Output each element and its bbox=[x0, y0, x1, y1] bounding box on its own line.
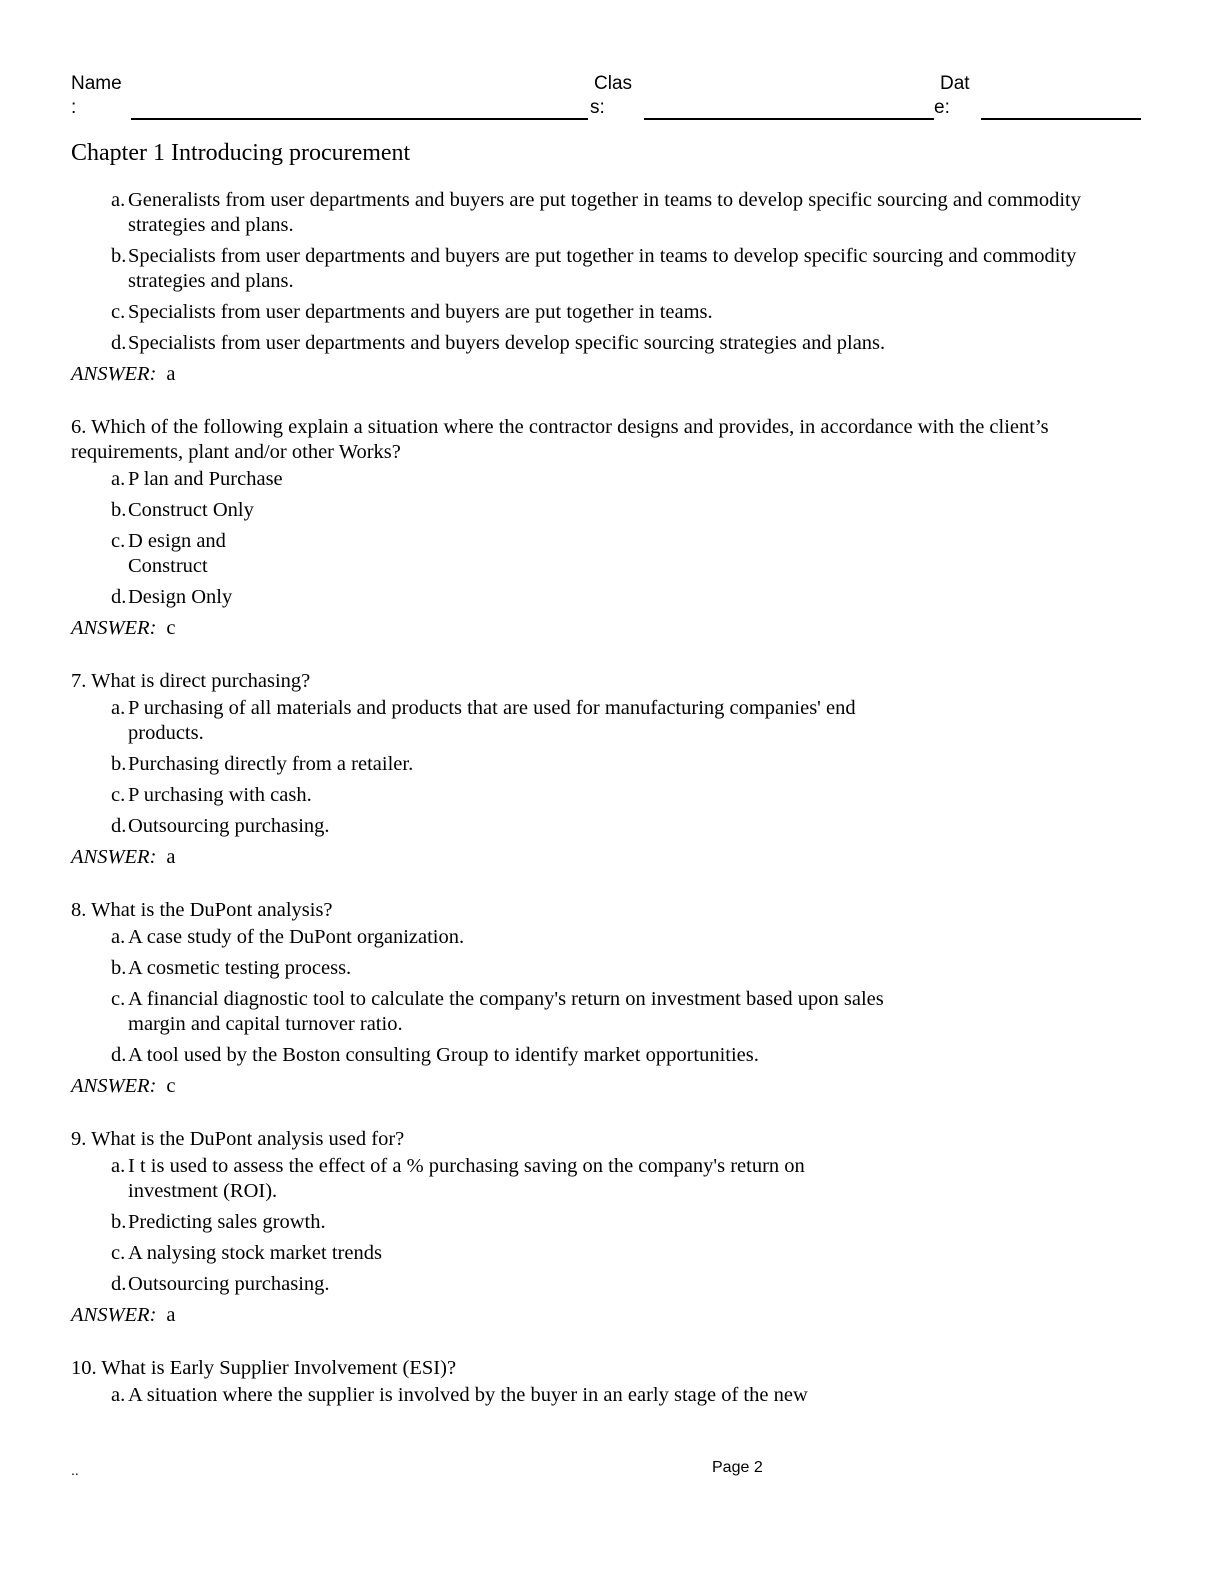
option-d bbox=[71, 331, 1151, 356]
answer-label: ANSWER: bbox=[71, 617, 157, 639]
option-text: Specialists from user departments and buyers develop specific sourcing strategies and plans. bbox=[128, 332, 886, 354]
question-text: 6. Which of the following explain a situation where the contractor designs and provides, in accordance with the client’s requirements, plant and/or other Works? bbox=[71, 416, 1049, 463]
question-text: 8. What is the DuPont analysis? bbox=[71, 899, 333, 921]
option-text: P urchasing with cash. bbox=[128, 784, 312, 806]
option-letter: a. bbox=[111, 189, 126, 211]
option-c bbox=[71, 1241, 1151, 1266]
option-letter: b. bbox=[111, 499, 127, 521]
option-text: A cosmetic testing process. bbox=[128, 957, 352, 979]
option-text: A case study of the DuPont organization. bbox=[128, 926, 465, 948]
answer-line bbox=[71, 1303, 1151, 1328]
answer-label: ANSWER: bbox=[71, 1304, 157, 1326]
option-letter: d. bbox=[111, 586, 127, 608]
option-text: Construct Only bbox=[128, 499, 254, 521]
option-d bbox=[71, 814, 1151, 839]
option-letter: b. bbox=[111, 753, 127, 775]
answer-line bbox=[71, 1074, 1151, 1099]
option-c bbox=[71, 529, 248, 579]
class-field-line[interactable] bbox=[644, 118, 934, 120]
date-suffix: e: bbox=[934, 97, 950, 118]
option-text: Generalists from user departments and buyers are put together in teams to develop specific sourcing and commodity strategies and plans. bbox=[128, 189, 1081, 236]
option-a bbox=[71, 1383, 1151, 1408]
option-b bbox=[71, 752, 1151, 777]
option-letter: a. bbox=[111, 1155, 126, 1177]
question-7 bbox=[71, 669, 1151, 870]
class-label: Clas bbox=[594, 73, 633, 94]
option-letter: c. bbox=[111, 988, 126, 1010]
date-label: Dat bbox=[940, 73, 970, 94]
option-letter: a. bbox=[111, 468, 126, 490]
option-text: A financial diagnostic tool to calculate the company's return on investment based upon sales margin and capital turnover ratio. bbox=[128, 988, 884, 1035]
question-6 bbox=[71, 415, 1151, 641]
option-letter: d. bbox=[111, 1273, 127, 1295]
class-suffix: s: bbox=[590, 97, 605, 118]
option-a bbox=[71, 1154, 888, 1204]
option-a bbox=[71, 696, 888, 746]
answer-label: ANSWER: bbox=[71, 1075, 157, 1097]
option-text: A tool used by the Boston consulting Group to identify market opportunities. bbox=[128, 1044, 759, 1066]
option-text: A situation where the supplier is involved by the buyer in an early stage of the new bbox=[128, 1384, 808, 1406]
option-text: D esign and Construct bbox=[128, 530, 226, 577]
option-b bbox=[71, 498, 1151, 523]
option-a bbox=[71, 188, 1151, 238]
answer-value: a bbox=[166, 846, 176, 868]
name-label: Name bbox=[71, 73, 122, 94]
option-d bbox=[71, 1043, 1151, 1068]
option-letter: d. bbox=[111, 815, 127, 837]
option-a bbox=[71, 467, 1151, 492]
answer-value: a bbox=[166, 1304, 176, 1326]
question-text: 7. What is direct purchasing? bbox=[71, 670, 311, 692]
option-b bbox=[71, 1210, 1151, 1235]
question-5 bbox=[71, 188, 1151, 387]
option-text: P urchasing of all materials and products that are used for manufacturing companies' end products. bbox=[128, 697, 856, 744]
option-c bbox=[71, 987, 918, 1037]
option-letter: c. bbox=[111, 1242, 126, 1264]
answer-value: a bbox=[166, 363, 176, 385]
option-b bbox=[71, 244, 1151, 294]
date-field-line[interactable] bbox=[981, 118, 1141, 120]
option-d bbox=[71, 1272, 1151, 1297]
option-letter: c. bbox=[111, 530, 126, 552]
option-text: Specialists from user departments and buyers are put together in teams to develop specific sourcing and commodity strategies and plans. bbox=[128, 245, 1077, 292]
answer-line bbox=[71, 362, 1151, 387]
question-8 bbox=[71, 898, 1151, 1099]
option-letter: a. bbox=[111, 926, 126, 948]
option-letter: d. bbox=[111, 332, 127, 354]
name-colon: : bbox=[71, 97, 77, 118]
option-text: P lan and Purchase bbox=[128, 468, 283, 490]
option-text: Predicting sales growth. bbox=[128, 1211, 326, 1233]
question-text: 10. What is Early Supplier Involvement (ESI)? bbox=[71, 1357, 457, 1379]
option-text: Specialists from user departments and buyers are put together in teams. bbox=[128, 301, 713, 323]
option-b bbox=[71, 956, 1151, 981]
option-letter: a. bbox=[111, 1384, 126, 1406]
page-number: Page 2 bbox=[712, 1459, 763, 1476]
option-c bbox=[71, 300, 1151, 325]
option-text: Outsourcing purchasing. bbox=[128, 1273, 330, 1295]
footer-dots: .. bbox=[71, 1462, 79, 1478]
question-9 bbox=[71, 1127, 1151, 1328]
option-c bbox=[71, 783, 1151, 808]
option-letter: b. bbox=[111, 245, 127, 267]
chapter-title: Chapter 1 Introducing procurement bbox=[71, 140, 411, 166]
option-letter: b. bbox=[111, 957, 127, 979]
option-d bbox=[71, 585, 1151, 610]
answer-value: c bbox=[166, 1075, 176, 1097]
answer-label: ANSWER: bbox=[71, 846, 157, 868]
option-letter: c. bbox=[111, 301, 126, 323]
option-text: A nalysing stock market trends bbox=[128, 1242, 382, 1264]
answer-line bbox=[71, 845, 1151, 870]
option-text: Purchasing directly from a retailer. bbox=[128, 753, 414, 775]
option-letter: b. bbox=[111, 1211, 127, 1233]
question-text: 9. What is the DuPont analysis used for? bbox=[71, 1128, 405, 1150]
option-text: Design Only bbox=[128, 586, 233, 608]
answer-label: ANSWER: bbox=[71, 363, 157, 385]
option-a bbox=[71, 925, 1151, 950]
answer-value: c bbox=[166, 617, 176, 639]
question-10 bbox=[71, 1356, 1151, 1408]
option-letter: a. bbox=[111, 697, 126, 719]
answer-line bbox=[71, 616, 1151, 641]
option-letter: c. bbox=[111, 784, 126, 806]
name-field-line[interactable] bbox=[131, 118, 588, 120]
option-text: Outsourcing purchasing. bbox=[128, 815, 330, 837]
option-text: I t is used to assess the effect of a % purchasing saving on the company's return on investment (ROI). bbox=[128, 1155, 805, 1202]
option-letter: d. bbox=[111, 1044, 127, 1066]
question-list bbox=[71, 188, 1151, 1414]
